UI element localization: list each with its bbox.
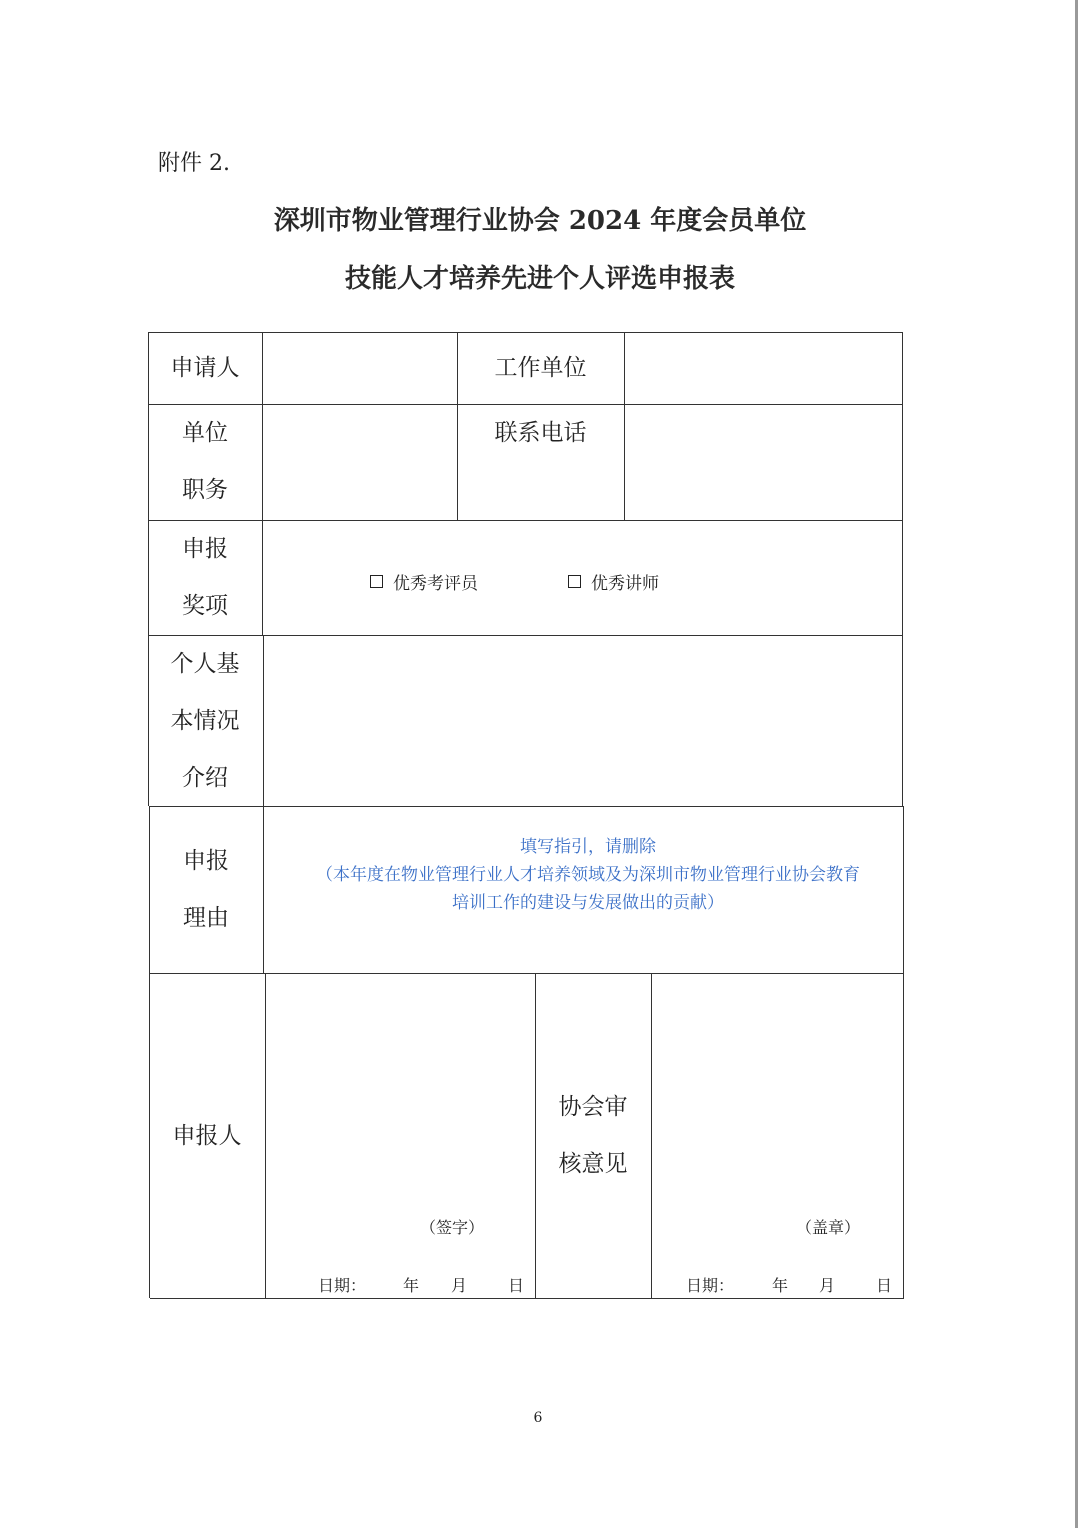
award-label-1: 申报 xyxy=(182,536,228,562)
review-month: 月 xyxy=(819,1276,836,1295)
intro-label-1: 个人基 xyxy=(170,651,240,677)
applicant-field[interactable] xyxy=(263,333,456,404)
attachment-label: 附件 2. xyxy=(158,151,230,176)
declarant-signature-field[interactable] xyxy=(266,974,534,1204)
declarant-date-label: 日期： xyxy=(318,1276,367,1295)
guide-line-1: （本年度在物业管理行业人才培养领域及为深圳市物业管理行业协会教育 xyxy=(316,865,860,885)
declarant-day: 日 xyxy=(508,1276,525,1295)
document-subtitle: 技能人才培养先进个人评选申报表 xyxy=(344,264,735,294)
position-label-2: 职务 xyxy=(182,477,228,503)
review-year: 年 xyxy=(772,1276,789,1295)
declarant-label: 申报人 xyxy=(172,1123,242,1149)
intro-label-2: 本情况 xyxy=(170,708,240,734)
declarant-year: 年 xyxy=(403,1276,420,1295)
document-title: 深圳市物业管理行业协会 2024 年度会员单位 xyxy=(273,206,807,236)
checkbox-icon[interactable] xyxy=(568,575,581,588)
review-label-2: 核意见 xyxy=(558,1151,628,1177)
guide-line-2: 培训工作的建设与发展做出的贡献） xyxy=(452,893,724,913)
applicant-label: 申请人 xyxy=(170,355,240,381)
position-label-1: 单位 xyxy=(182,420,228,446)
phone-label: 联系电话 xyxy=(494,420,587,446)
review-date-label: 日期： xyxy=(686,1276,735,1295)
phone-field[interactable] xyxy=(625,405,901,519)
guide-title: 填写指引，请删除 xyxy=(520,837,656,857)
signature-note: （签字） xyxy=(420,1218,485,1237)
intro-label-3: 介绍 xyxy=(182,765,228,791)
review-opinion-field[interactable] xyxy=(652,974,902,1204)
award-option-lecturer[interactable]: 优秀讲师 xyxy=(568,569,659,594)
review-day: 日 xyxy=(876,1276,893,1295)
employer-label: 工作单位 xyxy=(494,355,587,381)
declarant-month: 月 xyxy=(451,1276,468,1295)
award-label-2: 奖项 xyxy=(182,593,228,619)
employer-field[interactable] xyxy=(625,333,901,404)
seal-note: （盖章） xyxy=(796,1218,861,1237)
award-option-examiner[interactable]: 优秀考评员 xyxy=(370,569,478,594)
intro-field[interactable] xyxy=(264,636,901,805)
checkbox-icon[interactable] xyxy=(370,575,383,588)
review-label-1: 协会审 xyxy=(558,1094,628,1120)
reason-label-2: 理由 xyxy=(183,905,229,931)
position-field[interactable] xyxy=(263,405,456,519)
page-number: 6 xyxy=(533,1410,543,1426)
reason-label-1: 申报 xyxy=(183,848,229,874)
